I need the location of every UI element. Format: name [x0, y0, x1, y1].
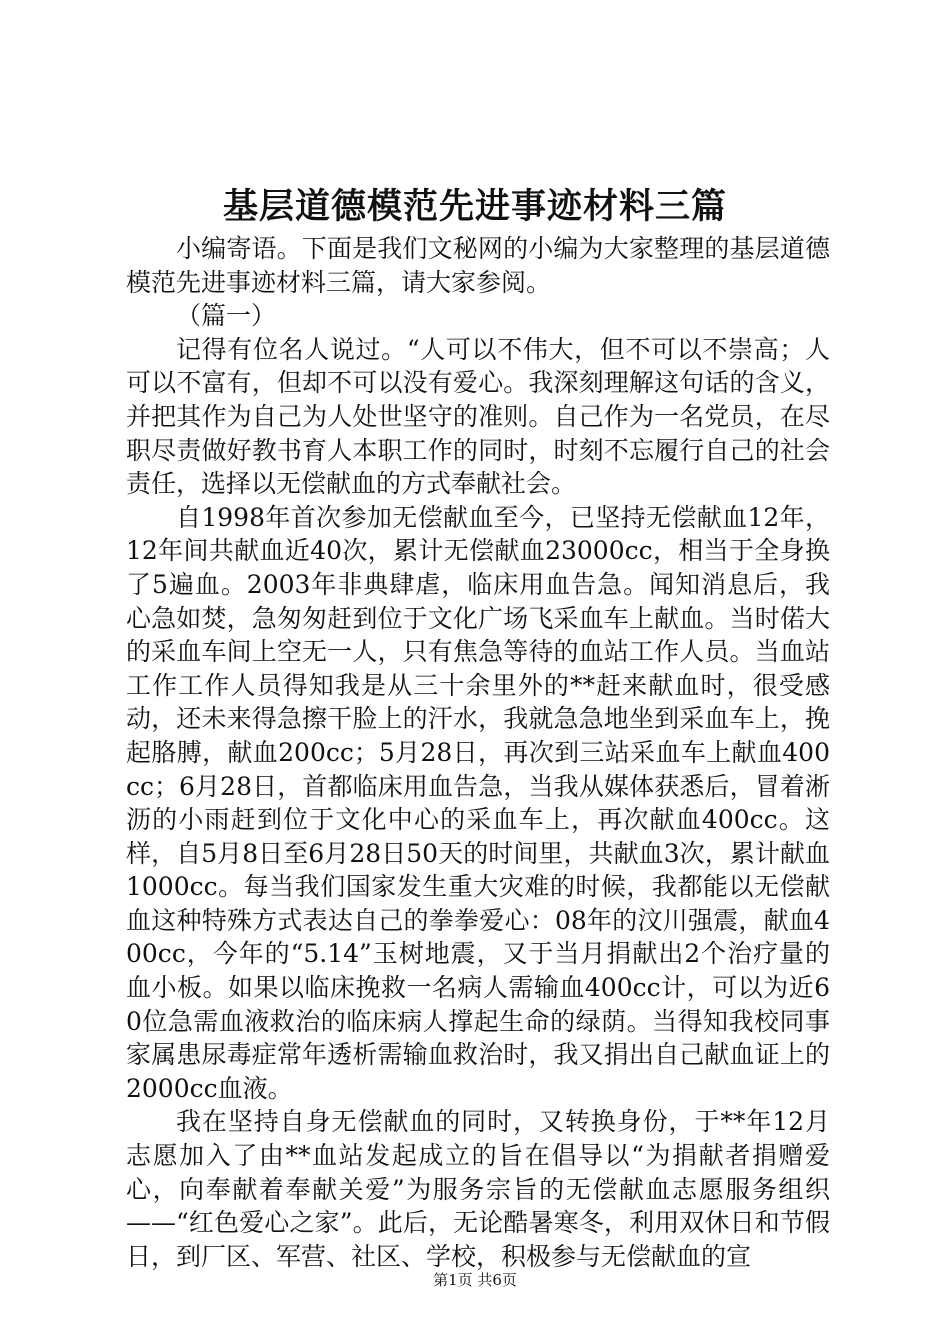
page-footer: 第1页 共6页: [433, 1271, 517, 1289]
section-heading-part-one: （篇一）: [176, 301, 277, 331]
paragraph-quote: 记得有位名人说过。“人可以不伟大，但不可以不崇高；人可以不富有，但却不可以没有爱心。我深刻理解这句话的含义，并把其作为自己为人处世坚守的准则。自己作为一名党员，在尽职尽责做好教书育人本职工作的同时，时刻不忘履行自己的社会责任，选择以无偿献血的方式奉献社会。: [126, 334, 830, 499]
paragraph-donation-history: 自1998年首次参加无偿献血至今，已坚持无偿献血12年，12年间共献血近40次，累计无偿献血23000cc，相当于全身换了5遍血。2003年非典肆虐，临床用血告急。闻知消息后，我心急如焚，急匆匆赶到位于文化广场飞采血车上献血。当时偌大的采血车间上空无一人，只有焦急等待的血站工作人员。当血站工作工作人员得知我是从三十余里外的**赶来献血时，很受感动，还未来得急擦干脸上的汗水，我就急急地坐到采血车上，挽起胳膊，献血200cc；5月28日，再次到三站采血车上献血400cc；6月28日，首都临床用血告急，当我从媒体获悉后，冒着淅沥的小雨赶到位于文化中心的采血车上，再次献血400cc。这样，自5月8日至6月28日50天的时间里，共献血3次，累计献血1000cc。每当我们国家发生重大灾难的时候，我都能以无偿献血这种特殊方式表达自己的拳拳爱心：08年的汶川强震，献血400cc，今年的“5.14”玉树地震，又于当月捐献出2个治疗量的血小板。如果以临床挽救一名病人需输血400cc计，可以为近60位急需血液救治的临床病人撑起生命的绿荫。当得知我校同事家属患尿毒症常年透析需输血救治时，我又捐出自己献血证上的2000cc血液。: [126, 502, 830, 1103]
document-title: 基层道德模范先进事迹材料三篇: [222, 186, 727, 227]
paragraph-volunteer: 我在坚持自身无偿献血的同时，又转换身份，于**年12月志愿加入了由**血站发起成立的旨在倡导以“为捐献者捐赠爱心，向奉献着奉献关爱”为服务宗旨的无偿献血志愿服务组织——“红色爱心之家”。此后，无论酷暑寒冬，利用双休日和节假日，到厂区、军营、社区、学校，积极参与无偿献血的宣: [126, 1107, 830, 1271]
paragraph-intro: 小编寄语。下面是我们文秘网的小编为大家整理的基层道德模范先进事迹材料三篇，请大家参阅。: [126, 234, 830, 297]
document-body: [126, 232, 830, 1273]
